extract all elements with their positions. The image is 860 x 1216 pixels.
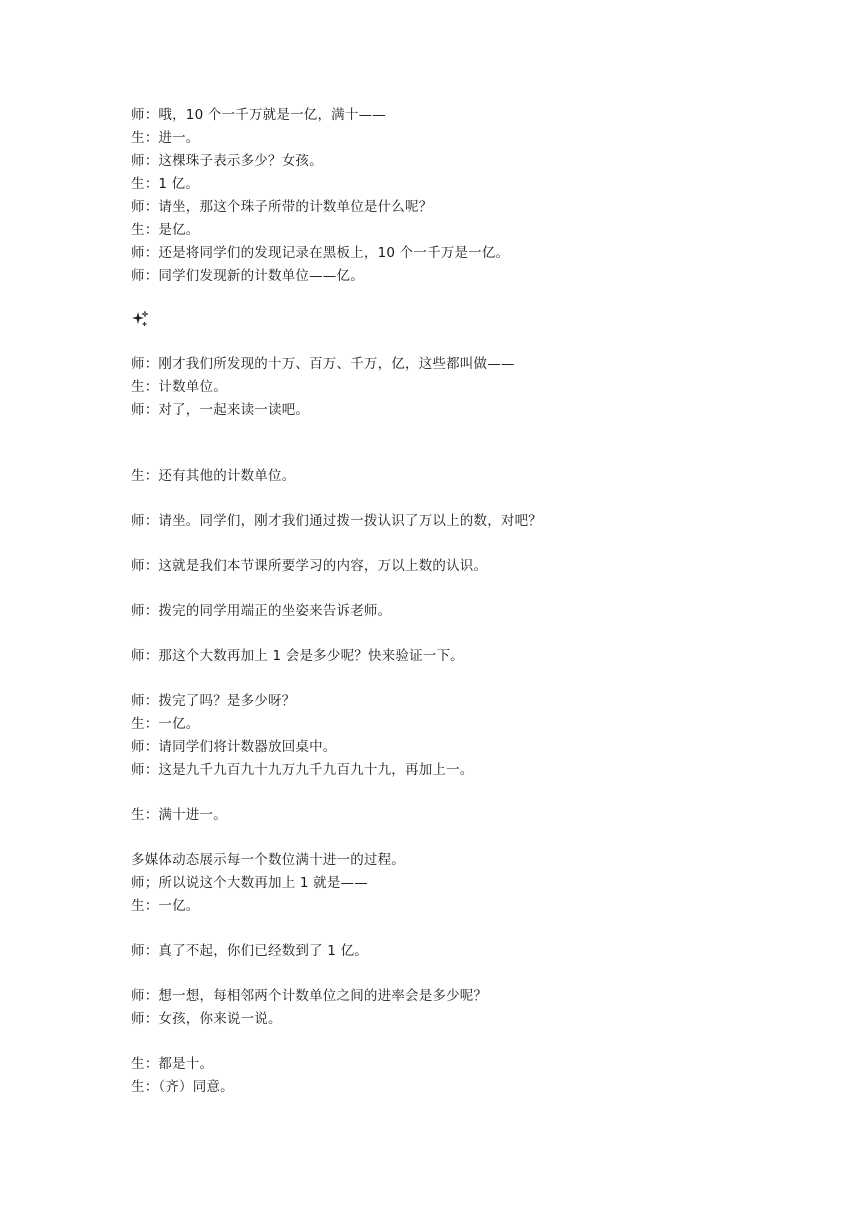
- dialogue-line: 师：这就是我们本节课所要学习的内容，万以上数的认识。: [131, 558, 488, 574]
- dialogue-line: 师：请坐。同学们，刚才我们通过拨一拨认识了万以上的数，对吧？: [131, 513, 542, 529]
- dialogue-line: 师：这是九千九百九十九万九千九百九十九，再加上一。: [131, 762, 474, 778]
- dialogue-line: 生：满十进一。: [131, 807, 227, 823]
- narration-line: 多媒体动态展示每一个数位满十进一的过程。: [131, 852, 405, 868]
- dialogue-line: 师：对了，一起来读一读吧。: [131, 402, 310, 418]
- dialogue-line: 生：是亿。: [131, 222, 200, 238]
- dialogue-line: 师：那这个大数再加上 1 会是多少呢？快来验证一下。: [131, 648, 464, 664]
- dialogue-line: 生：都是十。: [131, 1056, 214, 1072]
- dialogue-line: 师：真了不起，你们已经数到了 1 亿。: [131, 943, 368, 959]
- dialogue-line: 生：1 亿。: [131, 176, 200, 192]
- dialogue-line: 师：还是将同学们的发现记录在黑板上，10 个一千万是一亿。: [131, 245, 510, 261]
- dialogue-line: 师：刚才我们所发现的十万、百万、千万，亿，这些都叫做——: [131, 356, 515, 372]
- sparkle-icon: [131, 310, 149, 328]
- dialogue-line: 生：计数单位。: [131, 379, 227, 395]
- dialogue-line: 生：进一。: [131, 130, 200, 146]
- dialogue-line: 生：（齐）同意。: [131, 1079, 234, 1095]
- dialogue-line: 师：请坐，那这个珠子所带的计数单位是什么呢？: [131, 199, 433, 215]
- dialogue-line: 师：拨完的同学用端正的坐姿来告诉老师。: [131, 603, 392, 619]
- dialogue-line: 师：同学们发现新的计数单位——亿。: [131, 268, 364, 284]
- dialogue-line: 师：哦，10 个一千万就是一亿，满十——: [131, 107, 386, 123]
- dialogue-line: 生：一亿。: [131, 898, 200, 914]
- dialogue-line: 师；所以说这个大数再加上 1 就是——: [131, 875, 368, 891]
- dialogue-line: 师：这棵珠子表示多少？女孩。: [131, 153, 323, 169]
- dialogue-line: 生：还有其他的计数单位。: [131, 468, 296, 484]
- dialogue-line: 师：想一想，每相邻两个计数单位之间的进率会是多少呢？: [131, 988, 488, 1004]
- dialogue-line: 生：一亿。: [131, 716, 200, 732]
- dialogue-line: 师：请同学们将计数器放回桌中。: [131, 739, 337, 755]
- dialogue-line: 师：女孩，你来说一说。: [131, 1011, 282, 1027]
- dialogue-line: 师：拨完了吗？是多少呀？: [131, 693, 296, 709]
